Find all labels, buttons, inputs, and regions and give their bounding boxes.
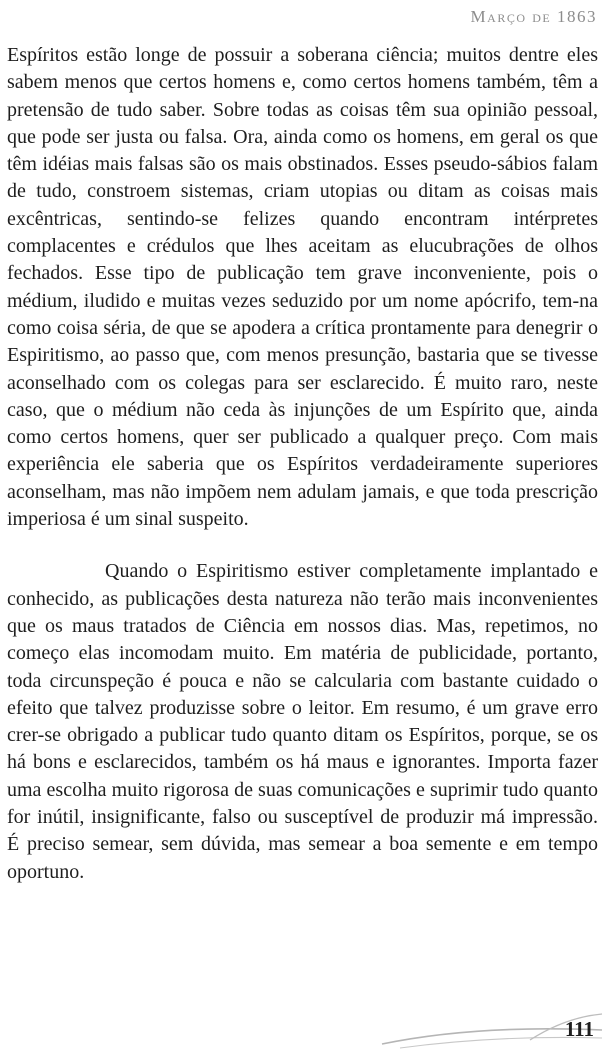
paragraph-2: Quando o Espiritismo estiver completamente implantado e conhecido, as publicações desta natureza não terão mais inconvenientes que os maus tratados de Ciência em nossos dias. Mas, repetimos, no começo elas incomodam muito. Em matéria de publicidade, portanto, toda circunspeção é pouca e não se calcularia com bastante cuidado o efeito que talvez produzisse sobre o leitor. Em resumo, é um grave erro crer-se obrigado a publicar tudo quanto ditam os Espíritos, porque, se os há bons e esclarecidos, também os há maus e ignorantes. Importa fazer uma escolha muito rigorosa de suas comunicações e suprimir tudo quanto for inútil, insignificante, falso ou susceptível de produzir má impressão. É preciso semear, sem dúvida, mas semear a boa semente e em tempo oportuno. (7, 560, 598, 883)
page-body (7, 42, 598, 886)
paragraph-1: Espíritos estão longe de possuir a soberana ciência; muitos dentre eles sabem menos que certos homens e, como certos homens também, têm a pretensão de tudo saber. Sobre todas as coisas têm sua opinião pessoal, que pode ser justa ou falsa. Ora, ainda como os homens, em geral os que têm idéias mais falsas são os mais obstinados. Esses pseudo-sábios falam de tudo, constroem sistemas, criam utopias ou ditam as coisas mais excêntricas, sentindo-se felizes quando encontram intérpretes complacentes e crédulos que lhes aceitam as elucubrações de olhos fechados. Esse tipo de publicação tem grave inconveniente, pois o médium, iludido e muitas vezes seduzido por um nome apócrifo, tem-na como coisa séria, de que se apodera a crítica prontamente para denegrir o Espiritismo, ao passo que, com menos presunção, bastaria que se tivesse aconselhado com os colegas para ser esclarecido. É muito raro, neste caso, que o médium não ceda às injunções de um Espírito que, ainda como certos homens, quer ser publicado a qualquer preço. Com mais experiência ele saberia que os Espíritos verdadeiramente superiores aconselham, mas não impõem nem adulam jamais, e que toda prescrição imperiosa é um sinal suspeito. (7, 44, 598, 531)
running-header: Março de 1863 (470, 7, 597, 26)
page-number: 111 (564, 1017, 594, 1041)
